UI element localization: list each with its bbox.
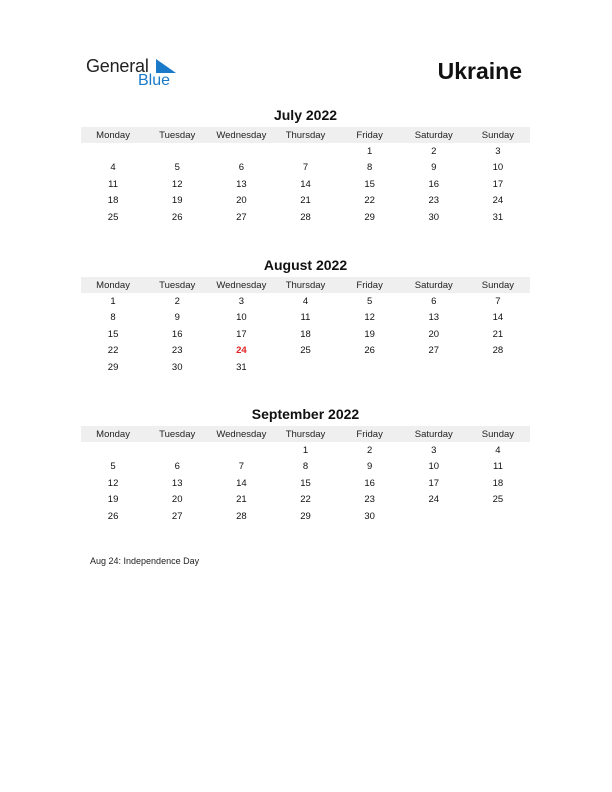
day-cell: 4 <box>110 162 116 174</box>
empty-day-cell <box>81 442 145 459</box>
day-cell: 28 <box>300 211 311 223</box>
day-cell: 13 <box>428 312 440 324</box>
day-cell: 11 <box>492 461 503 473</box>
day-cell: 9 <box>174 312 180 324</box>
day-cell: 14 <box>300 178 311 190</box>
week-row <box>81 442 530 459</box>
weekday-header: Sunday <box>466 426 530 442</box>
weekday-header: Tuesday <box>145 127 209 143</box>
day-cell: 17 <box>428 477 440 489</box>
day-cell: 22 <box>300 494 311 506</box>
day-cell: 15 <box>300 477 311 489</box>
day-cell: 27 <box>171 510 183 522</box>
day-cell: 25 <box>300 345 311 357</box>
day-cell: 23 <box>171 345 183 357</box>
day-cell: 30 <box>171 361 183 373</box>
day-cell: 23 <box>428 195 440 207</box>
weekday-header-row <box>81 127 530 143</box>
day-cell: 29 <box>364 211 375 223</box>
weekday-header: Friday <box>338 277 402 293</box>
weekday-header: Sunday <box>466 127 530 143</box>
empty-day-cell <box>81 143 145 160</box>
day-cell: 1 <box>110 295 116 307</box>
weekday-header: Monday <box>81 127 145 143</box>
day-cell: 9 <box>366 461 373 473</box>
day-cell: 26 <box>171 211 183 223</box>
empty-day-cell <box>145 442 209 459</box>
day-cell: 28 <box>236 510 247 522</box>
day-cell: 20 <box>236 195 247 207</box>
week-row <box>81 160 530 177</box>
day-cell: 17 <box>492 178 504 190</box>
holiday-note: Aug 24: Independence Day <box>90 556 200 566</box>
weekday-header: Wednesday <box>209 426 273 442</box>
day-cell: 16 <box>428 178 440 190</box>
day-cell: 8 <box>302 461 309 473</box>
day-cell: 8 <box>366 162 373 174</box>
logo-general-text: General <box>86 56 149 76</box>
day-cell: 12 <box>364 312 375 324</box>
day-cell: 27 <box>236 211 247 223</box>
day-cell: 13 <box>236 178 247 190</box>
day-cell: 25 <box>492 494 504 506</box>
day-cell: 5 <box>110 461 116 473</box>
day-cell: 6 <box>238 162 244 174</box>
day-cell: 5 <box>174 162 180 174</box>
week-row <box>81 508 530 525</box>
empty-day-cell <box>273 143 337 160</box>
day-cell: 8 <box>110 312 116 324</box>
empty-day-cell <box>145 143 209 160</box>
country-title: Ukraine <box>437 58 522 84</box>
day-cell: 10 <box>428 461 440 473</box>
day-cell: 20 <box>428 328 440 340</box>
day-cell: 1 <box>366 145 373 157</box>
weekday-header: Saturday <box>402 426 466 442</box>
day-cell: 24 <box>428 494 440 506</box>
day-cell: 3 <box>431 444 437 456</box>
day-cell: 2 <box>366 444 373 456</box>
week-row <box>81 193 530 210</box>
day-cell: 16 <box>364 477 375 489</box>
week-row <box>81 310 530 327</box>
day-cell: 6 <box>431 295 437 307</box>
day-cell: 3 <box>238 295 244 307</box>
month-july <box>81 107 530 226</box>
weekday-header: Saturday <box>402 277 466 293</box>
day-cell: 2 <box>431 145 437 157</box>
day-cell: 5 <box>366 295 373 307</box>
weekday-header: Friday <box>338 127 402 143</box>
day-cell: 14 <box>492 312 504 324</box>
day-cell: 29 <box>107 361 119 373</box>
weekday-header: Tuesday <box>145 426 209 442</box>
day-cell: 24 <box>236 345 247 357</box>
week-row <box>81 359 530 376</box>
weekday-header: Wednesday <box>209 127 273 143</box>
weekday-header: Monday <box>81 426 145 442</box>
day-cell: 24 <box>492 195 504 207</box>
day-cell: 29 <box>300 510 311 522</box>
day-cell: 12 <box>107 477 119 489</box>
day-cell: 26 <box>364 345 375 357</box>
generalblue-logo <box>86 56 186 92</box>
day-cell: 30 <box>364 510 375 522</box>
empty-day-cell <box>466 359 530 376</box>
weekday-header: Sunday <box>466 277 530 293</box>
empty-day-cell <box>402 508 466 525</box>
calendar-grid <box>81 277 530 376</box>
week-row <box>81 293 530 310</box>
day-cell: 18 <box>300 328 311 340</box>
weekday-header: Thursday <box>273 127 337 143</box>
weekday-header: Wednesday <box>209 277 273 293</box>
empty-day-cell <box>209 442 273 459</box>
day-cell: 19 <box>364 328 375 340</box>
day-cell: 10 <box>236 312 247 324</box>
day-cell: 16 <box>171 328 183 340</box>
month-title: July 2022 <box>273 107 338 123</box>
logo-blue-text: Blue <box>138 72 171 89</box>
day-cell: 22 <box>364 195 375 207</box>
day-cell: 25 <box>107 211 119 223</box>
week-row <box>81 176 530 193</box>
month-september <box>81 406 530 525</box>
day-cell: 9 <box>431 162 437 174</box>
week-row <box>81 492 530 509</box>
weekday-header: Friday <box>338 426 402 442</box>
day-cell: 17 <box>236 328 247 340</box>
empty-day-cell <box>209 143 273 160</box>
day-cell: 20 <box>171 494 183 506</box>
month-title: August 2022 <box>263 257 348 273</box>
weekday-header: Tuesday <box>145 277 209 293</box>
weekday-header: Saturday <box>402 127 466 143</box>
week-row <box>81 143 530 160</box>
day-cell: 22 <box>107 345 119 357</box>
empty-day-cell <box>273 359 337 376</box>
day-cell: 15 <box>364 178 375 190</box>
day-cell: 1 <box>302 444 309 456</box>
day-cell: 14 <box>236 477 247 489</box>
day-cell: 30 <box>428 211 440 223</box>
day-cell: 7 <box>238 461 244 473</box>
day-cell: 7 <box>495 295 501 307</box>
empty-day-cell <box>466 508 530 525</box>
weekday-header: Monday <box>81 277 145 293</box>
weekday-header: Thursday <box>273 277 337 293</box>
day-cell: 31 <box>236 361 247 373</box>
day-cell: 27 <box>428 345 440 357</box>
day-cell: 4 <box>495 444 501 456</box>
day-cell: 19 <box>171 195 183 207</box>
day-cell: 4 <box>302 295 309 307</box>
weekday-header: Thursday <box>273 426 337 442</box>
weekday-header-row <box>81 426 530 442</box>
day-cell: 31 <box>492 211 504 223</box>
day-cell: 23 <box>364 494 375 506</box>
empty-day-cell <box>402 359 466 376</box>
calendar-grid <box>81 127 530 226</box>
day-cell: 12 <box>171 178 183 190</box>
day-cell: 21 <box>300 195 311 207</box>
weekday-header-row <box>81 277 530 293</box>
month-title: September 2022 <box>251 406 360 422</box>
day-cell: 21 <box>492 328 504 340</box>
week-row <box>81 475 530 492</box>
day-cell: 15 <box>107 328 119 340</box>
day-cell: 6 <box>174 461 180 473</box>
day-cell: 28 <box>492 345 504 357</box>
week-row <box>81 459 530 476</box>
day-cell: 26 <box>107 510 119 522</box>
week-row <box>81 343 530 360</box>
day-cell: 7 <box>302 162 309 174</box>
calendar-grid <box>81 426 530 525</box>
day-cell: 11 <box>300 312 311 324</box>
day-cell: 18 <box>107 195 119 207</box>
week-row <box>81 326 530 343</box>
day-cell: 3 <box>495 145 501 157</box>
day-cell: 2 <box>174 295 180 307</box>
month-august <box>81 257 530 376</box>
day-cell: 18 <box>492 477 504 489</box>
day-cell: 19 <box>107 494 119 506</box>
day-cell: 10 <box>492 162 504 174</box>
day-cell: 11 <box>108 178 118 190</box>
week-row <box>81 209 530 226</box>
empty-day-cell <box>338 359 402 376</box>
day-cell: 21 <box>236 494 247 506</box>
day-cell: 13 <box>171 477 183 489</box>
